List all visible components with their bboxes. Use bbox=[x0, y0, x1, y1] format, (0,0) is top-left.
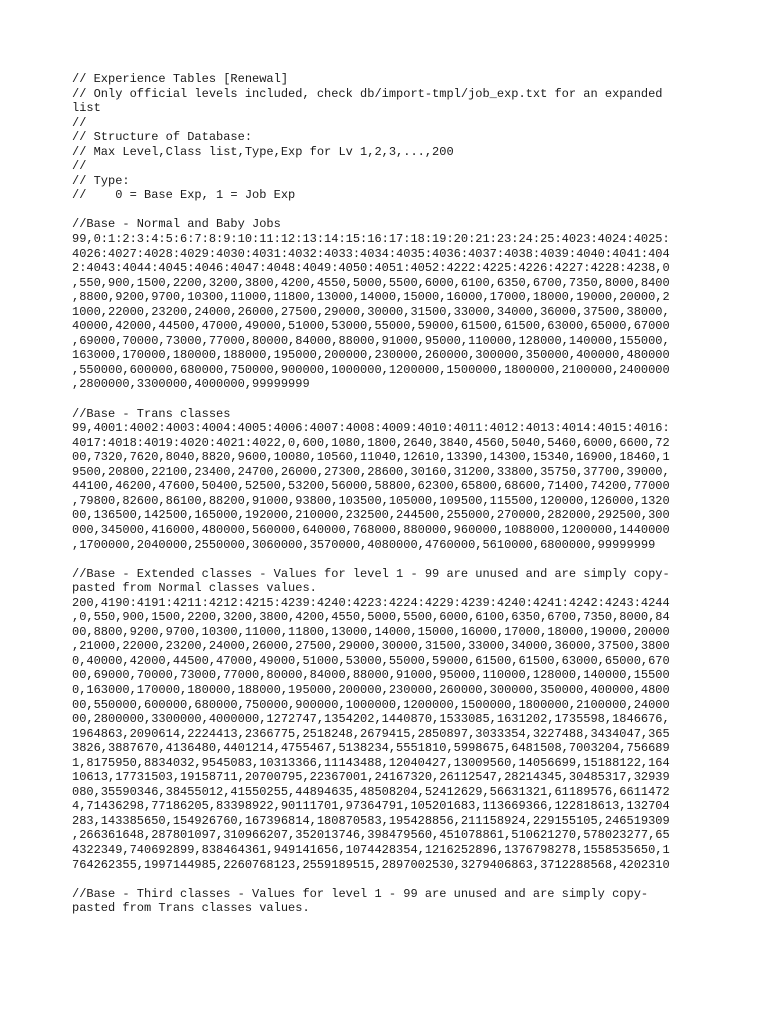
data-line: 00,550000,600000,680000,750000,900000,1000000,1200000,1500000,1800000,2100000,24000 bbox=[72, 697, 670, 712]
blank-line bbox=[72, 392, 704, 407]
data-line: 163000,170000,180000,188000,195000,200000,230000,260000,300000,350000,400000,480000 bbox=[72, 348, 670, 363]
data-line: 99,0:1:2:3:4:5:6:7:8:9:10:11:12:13:14:15:16:17:18:19:20:21:23:24:25:4023:4024:4025: bbox=[72, 232, 670, 247]
data-line: 10613,17731503,19158711,20700795,22367001,24167320,26112547,28214345,30485317,32939 bbox=[72, 770, 670, 785]
data-line: 283,143385650,154926760,167396814,180870583,195428856,211158924,229155105,246519309 bbox=[72, 813, 670, 828]
data-line: 40000,42000,44500,47000,49000,51000,53000,55000,59000,61500,61500,63000,65000,67000 bbox=[72, 319, 670, 334]
data-line: 764262355,1997144985,2260768123,2559189515,2897002530,3279406863,3712288568,4202310 bbox=[72, 857, 670, 872]
data-line: pasted from Trans classes values. bbox=[72, 901, 310, 916]
data-line: 9500,20800,22100,23400,24700,26000,27300,28600,30160,31200,33800,35750,37700,39000, bbox=[72, 464, 670, 479]
data-line: 00,8800,9200,9700,10300,11000,11800,13000,14000,15000,16000,17000,18000,19000,20000 bbox=[72, 624, 670, 639]
blank-line bbox=[72, 872, 704, 887]
section-trans-classes bbox=[72, 407, 704, 552]
comment-line: // Experience Tables [Renewal] bbox=[72, 72, 289, 86]
comment-line: // bbox=[72, 159, 87, 174]
data-line: 00,69000,70000,73000,77000,80000,84000,88000,91000,95000,110000,128000,140000,15500 bbox=[72, 668, 670, 683]
data-line: 200,4190:4191:4211:4212:4215:4239:4240:4223:4224:4229:4239:4240:4241:4242:4243:4244 bbox=[72, 595, 670, 610]
data-line: 3826,3887670,4136480,4401214,4755467,5138234,5551810,5998675,6481508,7003204,756689 bbox=[72, 741, 670, 756]
data-line: ,0,550,900,1500,2200,3200,3800,4200,4550,5000,5500,6000,6100,6350,6700,7350,8000,84 bbox=[72, 610, 670, 625]
section-extended-classes bbox=[72, 567, 704, 872]
data-line: 44100,46200,47600,50400,52500,53200,56000,58800,62300,65800,68600,71400,74200,77000 bbox=[72, 479, 670, 494]
data-line: 1000,22000,23200,24000,26000,27500,29000,30000,31500,33000,34000,36000,37500,38000, bbox=[72, 304, 670, 319]
blank-line bbox=[72, 552, 704, 567]
data-line: ,550,900,1500,2200,3200,3800,4200,4550,5000,5500,6000,6100,6350,6700,7350,8000,8400 bbox=[72, 275, 670, 290]
data-line: ,550000,600000,680000,750000,900000,1000000,1200000,1500000,1800000,2100000,2400000 bbox=[72, 362, 670, 377]
section-title: //Base - Extended classes - Values for level 1 - 99 are unused and are simply copy- bbox=[72, 566, 670, 581]
data-line: ,21000,22000,23200,24000,26000,27500,29000,30000,31500,33000,34000,36000,37500,3800 bbox=[72, 639, 670, 654]
section-third-classes bbox=[72, 887, 704, 916]
data-line: 4322349,740692899,838464361,949141656,1074428354,1216252896,1376798278,1558535650,1 bbox=[72, 842, 670, 857]
data-line: pasted from Normal classes values. bbox=[72, 581, 317, 596]
section-title: //Base - Third classes - Values for level 1 - 99 are unused and are simply copy- bbox=[72, 886, 649, 901]
data-line: 2:4043:4044:4045:4046:4047:4048:4049:4050:4051:4052:4222:4225:4226:4227:4228:4238,0 bbox=[72, 261, 670, 276]
section-normal-baby-jobs bbox=[72, 217, 704, 392]
data-line: 000,345000,416000,480000,560000,640000,768000,880000,960000,1088000,1200000,1440000 bbox=[72, 522, 670, 537]
comment-line: // Type: bbox=[72, 173, 130, 188]
data-line: 080,35590346,38455012,41550255,44894635,48508204,52412629,56631321,61189576,6611472 bbox=[72, 784, 670, 799]
section-title: //Base - Normal and Baby Jobs bbox=[72, 217, 281, 232]
comment-line: list bbox=[72, 101, 101, 116]
data-line: 1964863,2090614,2224413,2366775,2518248,2679415,2850897,3033354,3227488,3434047,365 bbox=[72, 726, 670, 741]
data-line: ,266361648,287801097,310966207,352013746,398479560,451078861,510621270,578023277,65 bbox=[72, 828, 670, 843]
data-line: 4026:4027:4028:4029:4030:4031:4032:4033:4034:4035:4036:4037:4038:4039:4040:4041:404 bbox=[72, 246, 670, 261]
data-line: ,79800,82600,86100,88200,91000,93800,103500,105000,109500,115500,120000,126000,1320 bbox=[72, 493, 670, 508]
data-line: 0,163000,170000,180000,188000,195000,200000,230000,260000,300000,350000,400000,4800 bbox=[72, 682, 670, 697]
data-line: ,2800000,3300000,4000000,99999999 bbox=[72, 377, 310, 392]
document-page bbox=[72, 72, 704, 916]
header-comments bbox=[72, 72, 704, 203]
data-line: ,1700000,2040000,2550000,3060000,3570000,4080000,4760000,5610000,6800000,99999999 bbox=[72, 537, 656, 552]
data-line: 1,8175950,8834032,9545083,10313366,11143488,12040427,13009560,14056699,15188122,164 bbox=[72, 755, 670, 770]
comment-line: // 0 = Base Exp, 1 = Job Exp bbox=[72, 188, 296, 203]
comment-line: // Structure of Database: bbox=[72, 130, 253, 145]
comment-line: // Only official levels included, check db/import-tmpl/job_exp.txt for an expanded bbox=[72, 86, 663, 101]
data-line: 4017:4018:4019:4020:4021:4022,0,600,1080,1800,2640,3840,4560,5040,5460,6000,6600,72 bbox=[72, 435, 670, 450]
data-line: 4,71436298,77186205,83398922,90111701,97364791,105201683,113669366,122818613,132704 bbox=[72, 799, 670, 814]
comment-line: // bbox=[72, 115, 87, 130]
data-line: 0,40000,42000,44500,47000,49000,51000,53000,55000,59000,61500,61500,63000,65000,670 bbox=[72, 653, 670, 668]
comment-line: // Max Level,Class list,Type,Exp for Lv 1,2,3,...,200 bbox=[72, 144, 454, 159]
data-line: 00,7320,7620,8040,8820,9600,10080,10560,11040,12610,13390,14300,15340,16900,18460,1 bbox=[72, 450, 670, 465]
data-line: 99,4001:4002:4003:4004:4005:4006:4007:4008:4009:4010:4011:4012:4013:4014:4015:4016: bbox=[72, 421, 670, 436]
data-line: 00,2800000,3300000,4000000,1272747,1354202,1440870,1533085,1631202,1735598,1846676, bbox=[72, 712, 670, 727]
blank-line bbox=[72, 203, 704, 218]
data-line: ,8800,9200,9700,10300,11000,11800,13000,14000,15000,16000,17000,18000,19000,20000,2 bbox=[72, 290, 670, 305]
data-line: 00,136500,142500,165000,192000,210000,232500,244500,255000,270000,282000,292500,300 bbox=[72, 508, 670, 523]
data-line: ,69000,70000,73000,77000,80000,84000,88000,91000,95000,110000,128000,140000,155000, bbox=[72, 333, 670, 348]
section-title: //Base - Trans classes bbox=[72, 406, 231, 421]
